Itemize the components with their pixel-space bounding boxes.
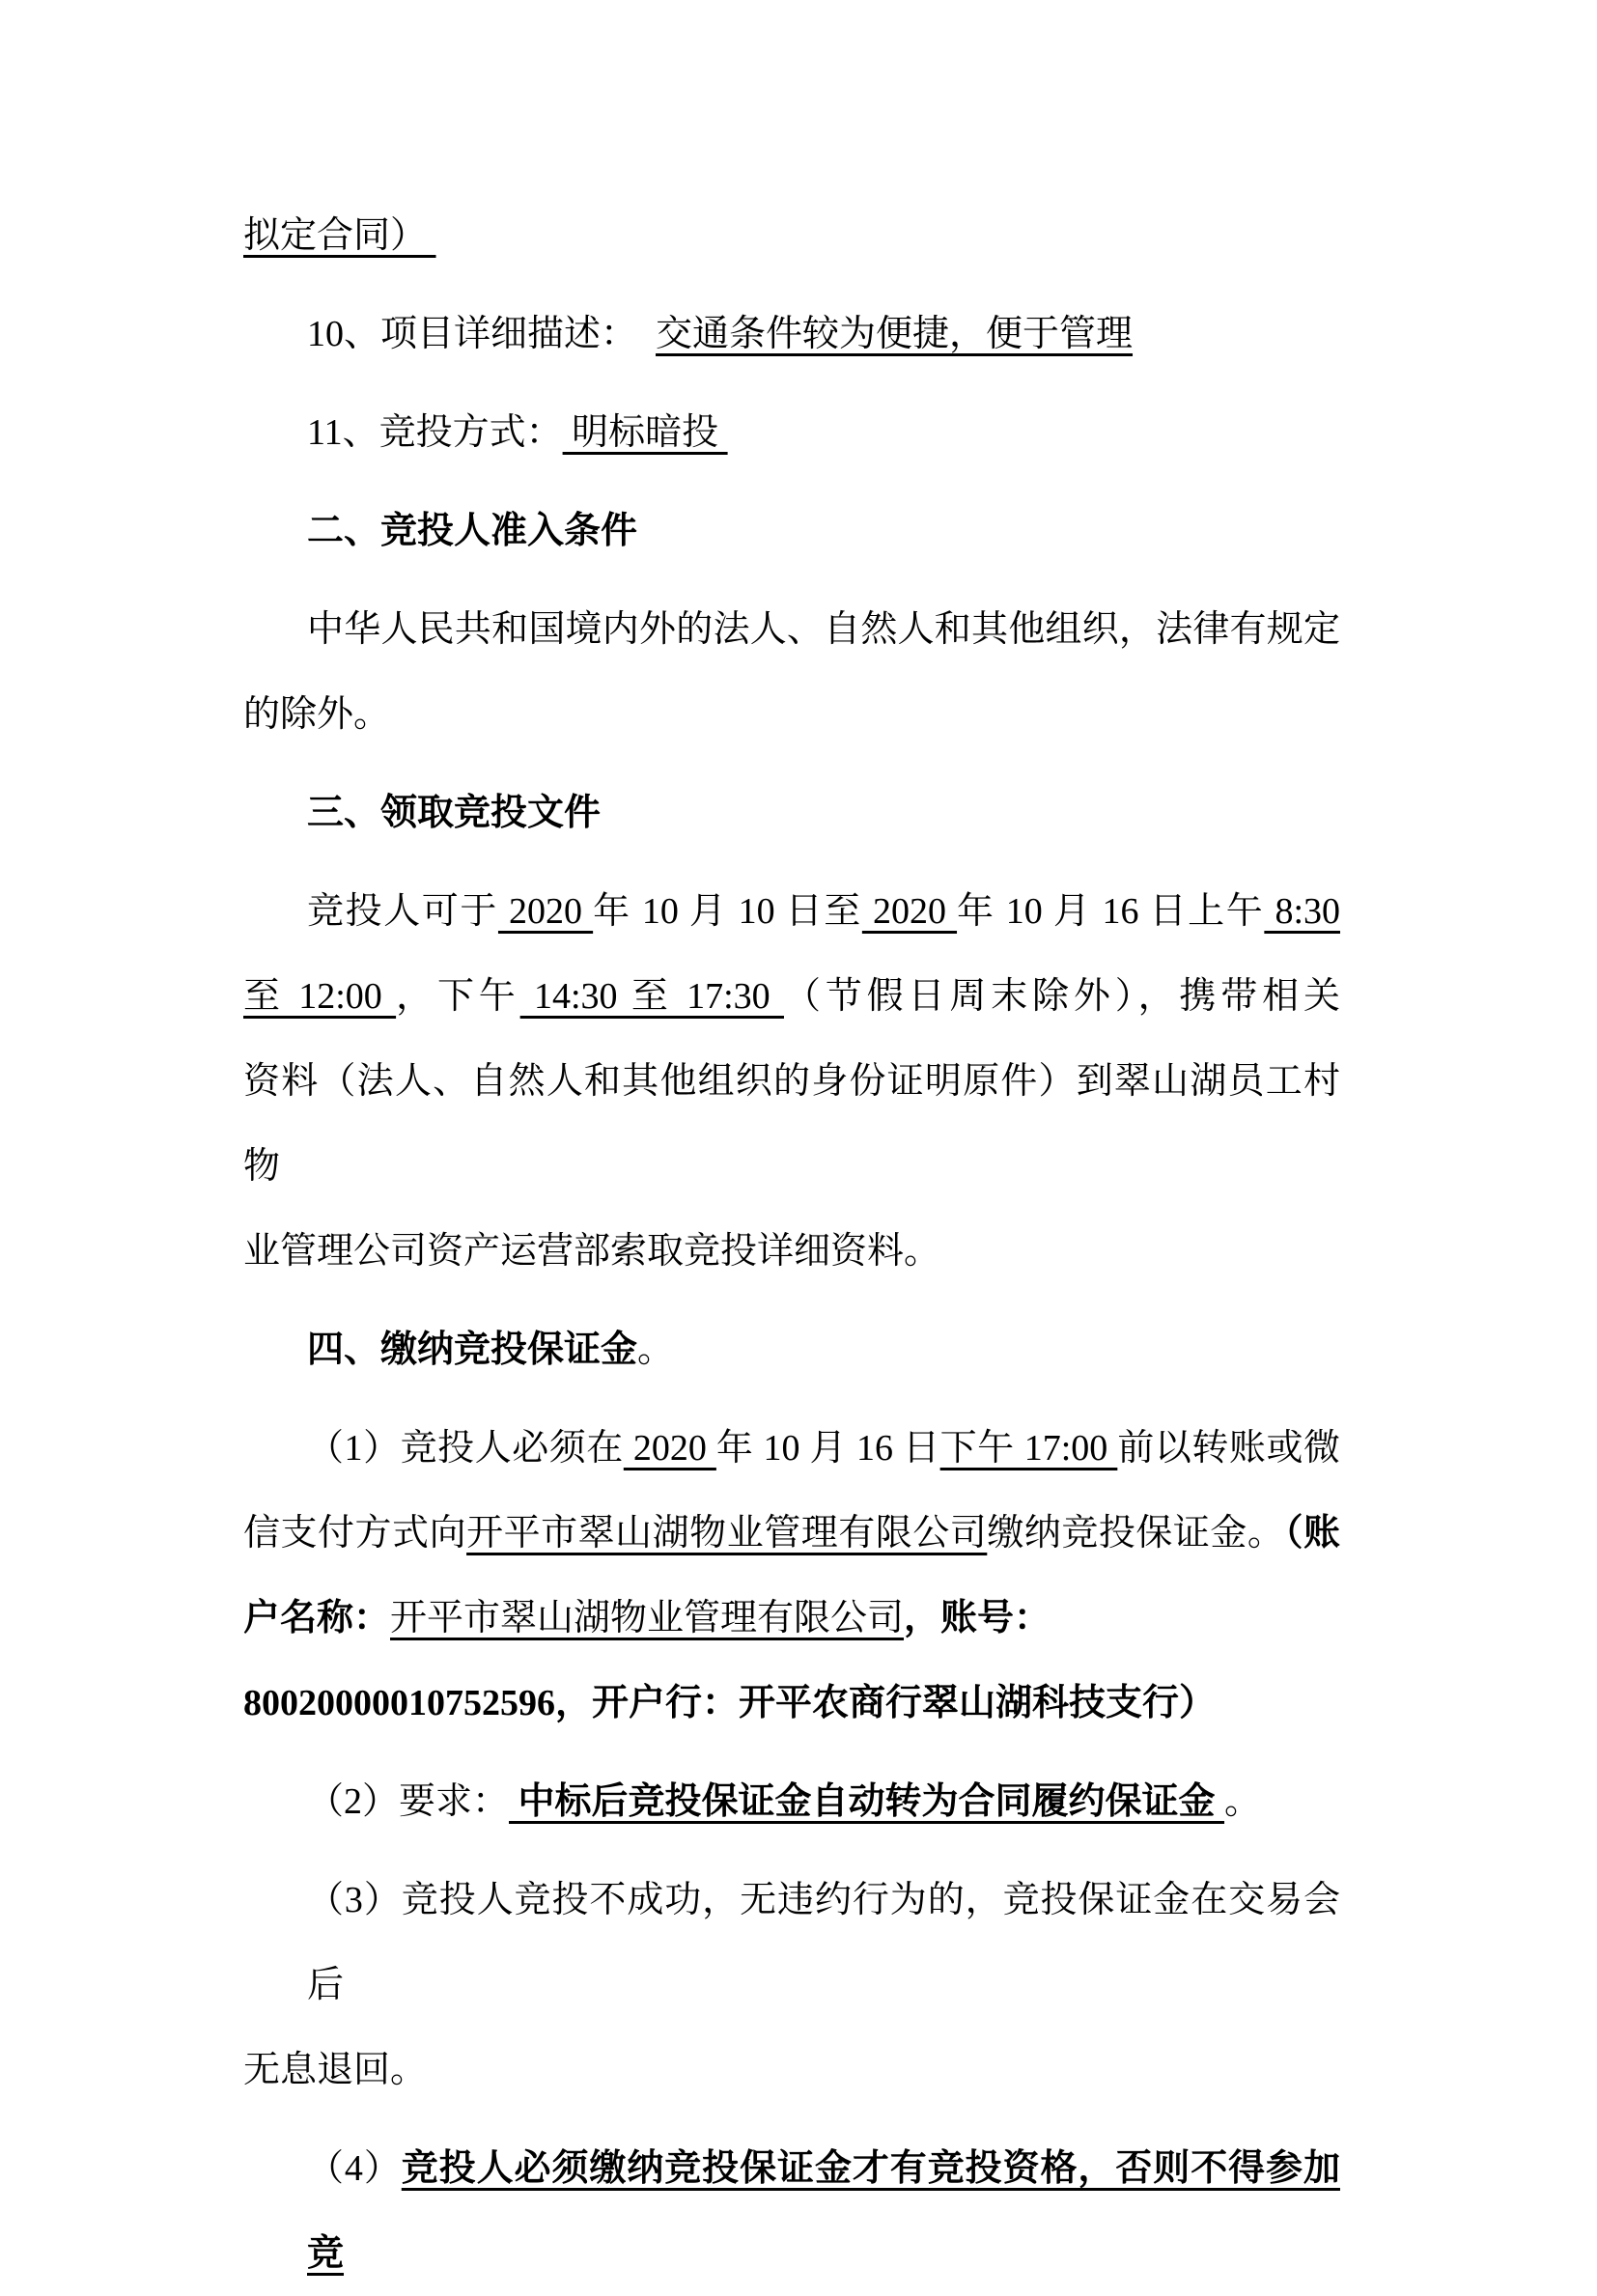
text-segment: 11、竞投方式：	[307, 412, 563, 453]
document-page	[243, 193, 1340, 2296]
text-segment: 2020	[497, 891, 594, 932]
text-segment: （1）竞投人必须在	[307, 1428, 624, 1469]
text-line	[243, 1661, 1340, 1746]
text-line	[243, 770, 1340, 855]
text-segment: 竞投人可于	[307, 891, 498, 932]
text-segment: （2）要求：	[307, 1781, 510, 1822]
text-segment: 中华人民共和国境内外的法人、自然人和其他组织，法律有规定	[307, 609, 1340, 650]
text-segment: （3）竞投人竞投不成功，无违约行为的，竞投保证金在交易会后	[307, 1880, 1340, 2005]
text-line	[243, 672, 1340, 757]
text-segment: 80020000010752596，开户行：开平农商行翠山湖科技支行）	[243, 1683, 1217, 1723]
text-segment: （账	[1284, 1513, 1340, 1554]
text-line	[243, 489, 1340, 574]
text-segment: 无息退回。	[243, 2050, 428, 2090]
text-segment: 拟定合同）	[243, 215, 436, 256]
text-segment: 年 10 月 16 日	[715, 1428, 940, 1469]
text-segment: 四、缴纳竞投保证金	[307, 1330, 638, 1370]
text-segment: 年 10 月 10 日至	[593, 891, 862, 932]
text-segment: 至 12:00	[243, 976, 397, 1017]
text-line	[243, 1039, 1340, 1209]
text-line	[243, 954, 1340, 1039]
text-segment: （4）	[307, 2148, 402, 2189]
text-segment: 明标暗投	[562, 412, 728, 453]
text-line	[243, 1307, 1340, 1392]
text-line	[243, 1576, 1340, 1661]
text-line	[243, 869, 1340, 954]
text-segment: 10、项目详细描述：	[307, 314, 657, 354]
text-line	[243, 1406, 1340, 1491]
text-segment: 交通条件较为便捷，便于管理	[656, 314, 1134, 354]
text-line	[243, 390, 1340, 475]
text-segment: ，账号：	[904, 1598, 1051, 1638]
text-segment: 14:30 至 17:30	[519, 976, 784, 1017]
text-segment: 年 10 月 16 日上午	[957, 891, 1265, 932]
text-segment: 2020	[861, 891, 958, 932]
text-segment: 三、领取竞投文件	[307, 793, 602, 833]
text-segment: 缴纳竞投保证金。	[987, 1513, 1285, 1554]
text-line	[243, 193, 1340, 278]
text-segment: 中标后竞投保证金自动转为合同履约保证金	[509, 1781, 1225, 1822]
text-segment: 的除外。	[243, 694, 391, 735]
text-segment: 2020	[623, 1428, 716, 1469]
text-line	[243, 1759, 1340, 1844]
text-segment: 业管理公司资产运营部索取竞投详细资料。	[243, 1231, 941, 1272]
text-segment: 二、竞投人准入条件	[307, 511, 638, 551]
text-segment: 。	[1224, 1781, 1262, 1822]
text-line	[243, 2028, 1340, 2113]
text-segment: （节假日周末除外），携带相关	[783, 976, 1340, 1017]
text-segment: 下午 17:00	[939, 1428, 1118, 1469]
text-line	[243, 292, 1340, 377]
text-segment: 开平市翠山湖物业管理有限公司	[466, 1513, 988, 1554]
text-segment: 信支付方式向	[243, 1513, 467, 1554]
text-segment: 。	[637, 1330, 675, 1370]
text-segment: 竞投人必须缴纳竞投保证金才有竞投资格，否则不得参加竞	[307, 2148, 1340, 2274]
text-line	[243, 1209, 1340, 1294]
text-line	[243, 1491, 1340, 1576]
text-line	[243, 2126, 1340, 2296]
text-segment: ，下午	[396, 976, 520, 1017]
text-segment: 8:30	[1264, 891, 1341, 932]
text-line	[243, 587, 1340, 672]
text-segment: 前以转账或微	[1117, 1428, 1340, 1469]
text-segment: 资料（法人、自然人和其他组织的身份证明原件）到翠山湖员工村物	[243, 1061, 1340, 1187]
text-segment: 户名称：	[243, 1598, 391, 1638]
text-segment: 开平市翠山湖物业管理有限公司	[390, 1598, 905, 1638]
text-line	[243, 1858, 1340, 2028]
